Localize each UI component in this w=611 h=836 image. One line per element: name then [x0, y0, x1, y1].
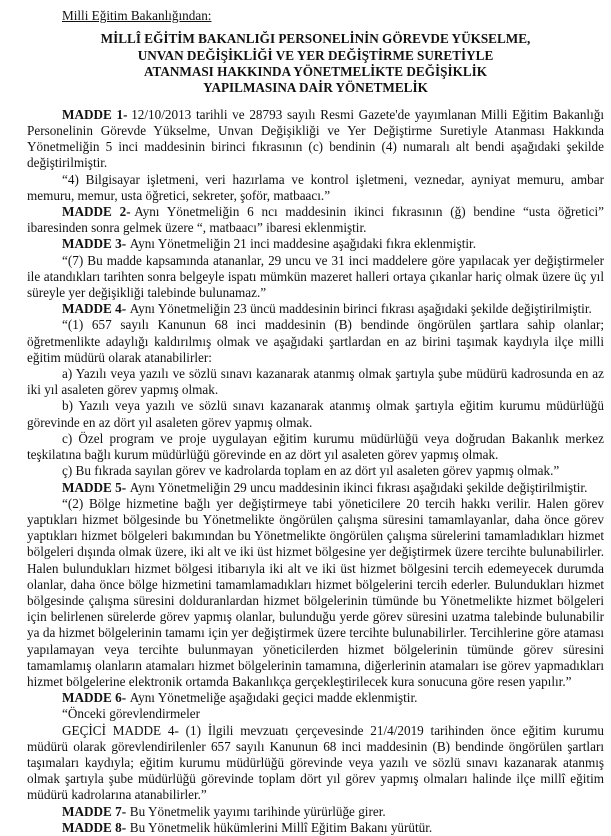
article-paragraph	[27, 706, 604, 722]
issuing-authority-label: Milli Eğitim Bakanlığından:	[62, 8, 212, 23]
article-text: “(7) Bu madde kapsamında atananlar, 29 uncu ve 31 inci maddelere göre yapılacak yer değiştirmeler ile atandıkları tarihten sonra belgeyle ispatı mümkün mazeret halleri ortaya çıkanlar hariç olmak üzere üç yıl süreyle yer değişikliği talebinde bulunamaz.”	[27, 252, 604, 301]
article-text: Aynı Yönetmeliğin 23 üncü maddesinin birinci fıkrası aşağıdaki şekilde değiştirilmiştir.	[129, 301, 592, 317]
article-label: MADDE 6-	[62, 690, 127, 706]
article-label: MADDE 7-	[62, 803, 127, 819]
article-paragraph	[27, 253, 604, 302]
document-title-line-2: UNVAN DEĞİŞİKLİĞİ VE YER DEĞİŞTİRME SURETİYLE	[137, 47, 494, 63]
article-label: MADDE 4-	[62, 301, 127, 317]
article-label: MADDE 1-	[62, 106, 128, 122]
article-text: Aynı Yönetmeliğin 29 uncu maddesinin ikinci fıkrası aşağıdaki şekilde değiştirilmiştir.	[129, 479, 588, 495]
article-text: 12/10/2013 tarihli ve 28793 sayılı Resmi Gazete'de yayımlanan Milli Eğitim Bakanlığı Personelinin Görevde Yükselme, Unvan Değişikliği ve Yer Değiştirme Suretiyle Atanması Hakkında Yönetmeliğin 5 inci maddesinin birinci fıkrasının (c) bendinin (4) numaralı alt bendi aşağıdaki şekilde değiştirilmiştir.	[27, 106, 604, 171]
article-paragraph	[27, 172, 604, 204]
article-paragraph	[27, 496, 604, 690]
article-paragraph	[27, 301, 604, 317]
article-text: Aynı Yönetmeliğe aşağıdaki geçici madde eklenmiştir.	[129, 690, 418, 706]
article-text: Bu Yönetmelik yayımı tarihinde yürürlüğe girer.	[129, 803, 386, 819]
article-text: “Önceki görevlendirmeler	[62, 706, 201, 722]
article-label: MADDE 5-	[62, 479, 127, 495]
document-title-line-1: MİLLÎ EĞİTİM BAKANLIĞI PERSONELİNİN GÖREVDE YÜKSELME,	[100, 31, 531, 47]
article-label: MADDE 3-	[62, 236, 127, 252]
article-paragraph	[27, 107, 604, 172]
article-paragraph	[27, 480, 604, 496]
article-paragraph	[27, 236, 604, 252]
article-label: MADDE 8-	[62, 819, 127, 835]
article-text: c) Özel program ve proje uygulayan eğitim kurumu müdürlüğü veya doğrudan Bakanlık merkez teşkilatına bağlı kurum müdürlüğü görevinde en az dört yıl asaleten görev yapmış olmak.	[27, 430, 604, 463]
article-text: “4) Bilgisayar işletmeni, veri hazırlama ve kontrol işletmeni, veznedar, ayniyat memuru, ambar memuru, memur, usta öğretici, sekreter, şoför, matbaacı.”	[27, 171, 604, 203]
article-text: Aynı Yönetmeliğin 6 ncı maddesinin ikinci fıkrasının (ğ) bendine “usta öğretici” ibaresinden sonra gelmek üzere “, matbaacı” ibaresi eklenmiştir.	[27, 204, 604, 236]
document-title-line-3: ATANMASI HAKKINDA YÖNETMELİKTE DEĞİŞİKLİK	[143, 64, 488, 80]
article-text: GEÇİCİ MADDE 4- (1) İlgili mevzuatı çerçevesinde 21/4/2019 tarihinden önce eğitim kurumu müdürü olarak görevlendirilenler 657 sayılı Kanunun 68 inci maddesinin (B) bendinde öngörülen şartları taşımaları kaydıyla; eğitim kurumu müdürlüğü görevinde veya yazılı ve sözlü sınavı kazanarak atanmış olmak şartıyla şube müdürlüğü görevinde toplam dört yıl görev yapmış olmaları halinde ilçe millî eğitim müdürü kadrolarına atanabilirler.”	[27, 722, 604, 803]
article-paragraph	[27, 463, 604, 479]
article-paragraph	[27, 723, 604, 804]
document-title-line-4: YAPILMASINA DAİR YÖNETMELİK	[203, 80, 428, 96]
article-text: ç) Bu fıkrada sayılan görev ve kadrolarda toplam en az dört yıl asaleten görev yapmış olmak.”	[62, 463, 560, 479]
article-paragraph	[27, 431, 604, 463]
document-title	[27, 31, 604, 97]
document-body	[27, 107, 604, 836]
article-text: “(1) 657 sayılı Kanunun 68 inci maddesinin (B) bendinde öngörülen şartlara sahip olanlar; öğretmenlikte adaylığı kaldırılmış olmak ve aşağıdaki şartlardan en az birini taşımak kaydıyla ilçe milli eğitim müdürü olarak atanabilirler:	[27, 317, 604, 365]
article-text: Bu Yönetmelik hükümlerini Millî Eğitim Bakanı yürütür.	[129, 819, 433, 835]
article-paragraph	[27, 398, 604, 430]
article-paragraph	[27, 204, 604, 236]
article-text: b) Yazılı veya yazılı ve sözlü sınavı kazanarak atanmış olmak şartıyla eğitim kurumu müdürlüğü görevinde en az dört yıl asaleten görev yapmış olmak.	[27, 398, 604, 430]
article-text: a) Yazılı veya yazılı ve sözlü sınavı kazanarak atanmış olmak şartıyla şube müdürü kadrosunda en az iki yıl asaleten görev yapmış olmak.	[27, 366, 604, 398]
article-text: “(2) Bölge hizmetine bağlı yer değiştirmeye tabi yöneticilere 20 tercih hakkı verilir. Halen görev yaptıkları hizmet bölgesinde bu Yönetmelikte öngörülen çalışma süresini tamamlayanlar, daha önce görev yaptıkları hizmet bölgeleri bakımından bu Yönetmelikte öngörülen çalışma sürelerini tamamladıkları hizmet bölgeleri dışında olmak üzere, iki alt ve iki üst hizmet bölgesine yer değiştirmek üzere tercihte bulunabilirler. Halen bulundukları hizmet bölgesi itibarıyla iki alt ve iki üst hizmet bölgesini tercih edemeyecek durumda olanlar, daha önce bölge hizmetini tamamlamadıkları hizmet bölgelerini tercih ederler. Bulundukları hizmet bölgesinde çalışma süresini dolduranlardan hizmet bölgelerinin tümünde bu Yönetmelikte hizmet bölgeleri için belirlenen sürelerde görev yapmış olanlar, bulunduğu yerde görev süresini uzatma talebinde bulunabilir ya da hizmet bölgelerinin tamamı için yer değiştirmek üzere tercihte bulunabilirler. Tercihlerine göre ataması yapılamayan veya tercihte bulunmayan yöneticilerden hizmet bölgelerinin tümünde görev süresini tamamlamış olanların atamaları hizmet bölgelerinin tamamına, diğerlerinin atamaları ise görev yapmadıkları hizmet bölgelerine elektronik ortamda Bakanlıkça gerçekleştirilecek kura sonucuna göre resen yapılır.”	[27, 495, 604, 689]
article-text: Aynı Yönetmeliğin 21 inci maddesine aşağıdaki fıkra eklenmiştir.	[129, 236, 477, 252]
article-paragraph	[27, 820, 604, 836]
article-paragraph	[27, 317, 604, 366]
article-label: MADDE 2-	[62, 204, 131, 220]
article-paragraph	[27, 804, 604, 820]
article-paragraph	[27, 366, 604, 398]
article-paragraph	[27, 690, 604, 706]
